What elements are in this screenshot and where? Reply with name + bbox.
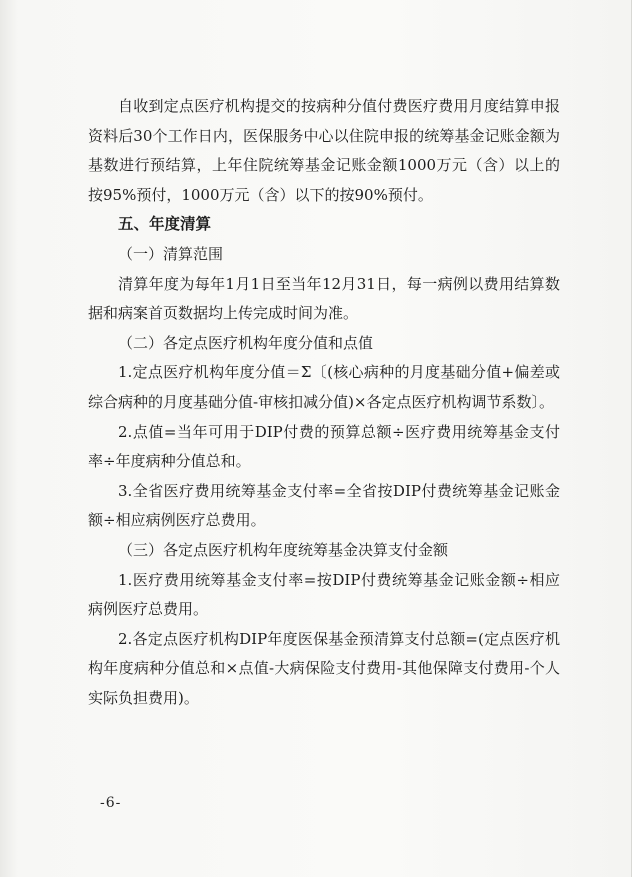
document-body xyxy=(88,92,560,713)
paragraph-point-value-formula: 2.点值=当年可用于DIP付费的预算总额÷医疗费用统筹基金支付率÷年度病种分值总和。 xyxy=(88,422,560,471)
paragraph-settlement-year: 清算年度为每年1月1日至当年12月31日，每一病例以费用结算数据和病案首页数据均上传完成时间为准。 xyxy=(88,274,560,323)
paragraph-provincial-payment-rate: 3.全省医疗费用统筹基金支付率=全省按DIP付费统筹基金记账金额÷相应病例医疗总费用。 xyxy=(88,481,560,530)
paragraph-pre-settlement-total: 2.各定点医疗机构DIP年度医保基金预清算支付总额=(定点医疗机构年度病种分值总和×点值-大病保险支付费用-其他保障支付费用-个人实际负担费用)。 xyxy=(88,629,560,707)
paragraph-payment-rate-formula: 1.医疗费用统筹基金支付率=按DIP付费统筹基金记账金额÷相应病例医疗总费用。 xyxy=(88,570,560,619)
subheading-fund-final-payment: （三）各定点医疗机构年度统筹基金决算支付金额 xyxy=(118,540,449,559)
paragraph-annual-score-formula: 1.定点医疗机构年度分值＝Σ〔(核心病种的月度基础分值+偏差或综合病种的月度基础分值-审核扣减分值)×各定点医疗机构调节系数〕。 xyxy=(88,363,560,411)
subheading-settlement-scope: （一）清算范围 xyxy=(118,244,224,263)
subheading-scores-and-point-value: （二）各定点医疗机构年度分值和点值 xyxy=(118,333,374,352)
page-number: -6- xyxy=(100,795,122,811)
paragraph-prepayment: 自收到定点医疗机构提交的按病种分值付费医疗费用月度结算申报资料后30个工作日内，医保服务中心以住院申报的统筹基金记账金额为基数进行预结算，上年住院统筹基金记账金额1000万元（含）以上的按95%预付，1000万元（含）以下的按90%预付。 xyxy=(88,97,560,204)
section-heading-annual-settlement: 五、年度清算 xyxy=(118,215,212,234)
